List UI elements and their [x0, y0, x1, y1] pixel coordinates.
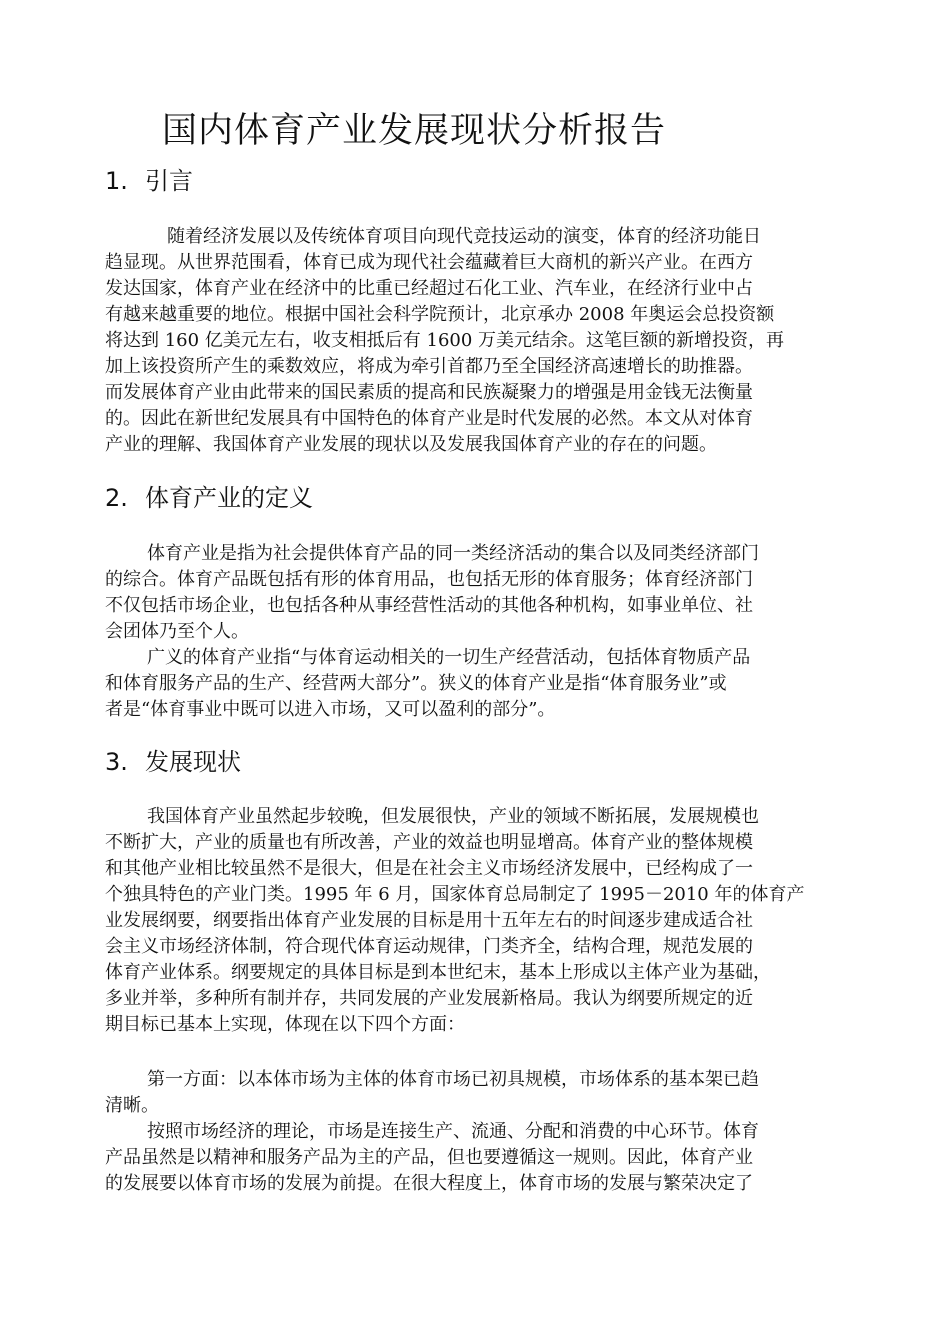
text-line: 我国体育产业虽然起步较晚，但发展很快，产业的领域不断拓展，发展规模也 [147, 806, 759, 827]
text-line: 随着经济发展以及传统体育项目向现代竞技运动的演变，体育的经济功能日 [167, 226, 761, 247]
section-heading-introduction [105, 164, 193, 198]
paragraph [105, 645, 850, 723]
section-title: 引言 [145, 167, 193, 195]
section-number: 2. [105, 484, 128, 512]
text-line: 将达到 160 亿美元左右，收支相抵后有 1600 万美元结余。这笔巨额的新增投资，再 [105, 330, 785, 351]
text-line: 清晰。 [105, 1095, 159, 1116]
text-line: 第一方面：以本体市场为主体的体育市场已初具规模，市场体系的基本架已趋 [147, 1069, 759, 1090]
text-line: 按照市场经济的理论，市场是连接生产、流通、分配和消费的中心环节。体育 [147, 1121, 759, 1142]
text-line: 加上该投资所产生的乘数效应，将成为牵引首都乃至全国经济高速增长的助推器。 [105, 356, 753, 377]
text-line: 和其他产业相比较虽然不是很大，但是在社会主义市场经济发展中，已经构成了一 [105, 858, 753, 879]
text-line: 不断扩大，产业的质量也有所改善，产业的效益也明显增高。体育产业的整体规模 [105, 832, 753, 853]
text-line: 的综合。体育产品既包括有形的体育用品，也包括无形的体育服务；体育经济部门 [105, 569, 753, 590]
text-line: 会主义市场经济体制，符合现代体育运动规律，门类齐全，结构合理，规范发展的 [105, 936, 753, 957]
document-title: 国内体育产业发展现状分析报告 [162, 111, 667, 151]
text-line: 产业的理解、我国体育产业发展的现状以及发展我国体育产业的存在的问题。 [105, 434, 717, 455]
paragraph [105, 1067, 850, 1119]
paragraph [105, 541, 850, 645]
section-title: 发展现状 [145, 748, 241, 776]
text-line: 产品虽然是以精神和服务产品为主的产品，但也要遵循这一规则。因此，体育产业 [105, 1147, 753, 1168]
text-line: 发达国家，体育产业在经济中的比重已经超过石化工业、汽车业，在经济行业中占 [105, 278, 753, 299]
text-line: 的。因此在新世纪发展具有中国特色的体育产业是时代发展的必然。本文从对体育 [105, 408, 753, 429]
text-line: 的发展要以体育市场的发展为前提。在很大程度上，体育市场的发展与繁荣决定了 [105, 1173, 753, 1194]
text-line: 和体育服务产品的生产、经营两大部分”。狭义的体育产业是指“体育服务业”或 [105, 673, 727, 694]
text-line: 业发展纲要，纲要指出体育产业发展的目标是用十五年左右的时间逐步建成适合社 [105, 910, 753, 931]
text-line: 有越来越重要的地位。根据中国社会科学院预计，北京承办 2008 年奥运会总投资额 [105, 304, 775, 325]
text-line: 趋显现。从世界范围看，体育已成为现代社会蕴藏着巨大商机的新兴产业。在西方 [105, 252, 753, 273]
text-line: 多业并举，多种所有制并存，共同发展的产业发展新格局。我认为纲要所规定的近 [105, 988, 753, 1009]
section-heading-current-status [105, 745, 241, 779]
paragraph [105, 1119, 850, 1197]
text-line: 广义的体育产业指“与体育运动相关的一切生产经营活动，包括体育物质产品 [147, 647, 751, 668]
section-heading-definition [105, 481, 313, 515]
text-line: 不仅包括市场企业，也包括各种从事经营性活动的其他各种机构，如事业单位、社 [105, 595, 753, 616]
text-line: 个独具特色的产业门类。1995 年 6 月，国家体育总局制定了 1995－2010 年的体育产 [105, 884, 805, 905]
text-line: 期目标已基本上实现，体现在以下四个方面： [105, 1014, 465, 1035]
paragraph [105, 804, 850, 1038]
paragraph [105, 224, 850, 458]
section-number: 1. [105, 167, 128, 195]
text-line: 者是“体育事业中既可以进入市场，又可以盈利的部分”。 [105, 699, 556, 720]
text-line: 体育产业是指为社会提供体育产品的同一类经济活动的集合以及同类经济部门 [147, 543, 759, 564]
section-title: 体育产业的定义 [145, 484, 313, 512]
text-line: 会团体乃至个人。 [105, 621, 249, 642]
section-number: 3. [105, 748, 128, 776]
text-line: 体育产业体系。纲要规定的具体目标是到本世纪末，基本上形成以主体产业为基础， [105, 962, 771, 983]
text-line: 而发展体育产业由此带来的国民素质的提高和民族凝聚力的增强是用金钱无法衡量 [105, 382, 753, 403]
